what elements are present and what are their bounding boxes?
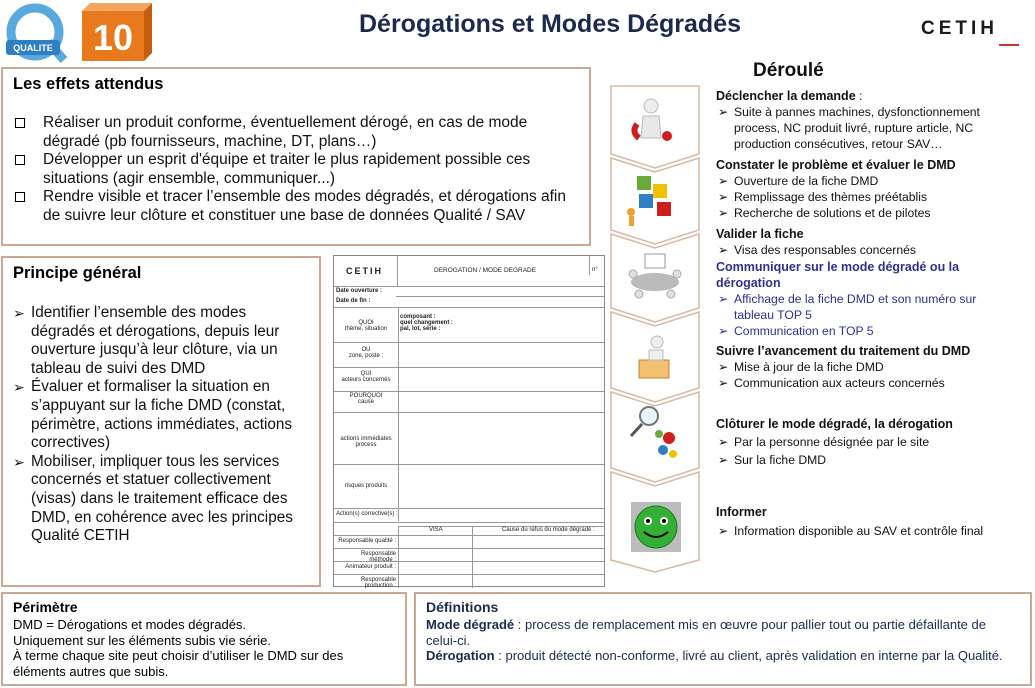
form-number: n° bbox=[589, 256, 598, 275]
list-item bbox=[13, 188, 581, 225]
arrow-bullet-icon: ➢ bbox=[718, 190, 729, 204]
definition-desc: : produit détecté non-conforme, livré au client, après validation en interne par la Qualité. bbox=[494, 648, 1003, 663]
definition-item bbox=[426, 617, 1020, 648]
logo-underline bbox=[999, 44, 1019, 46]
definition-desc: : process de remplacement mis en œuvre pour pallier tout ou partie défaillante de celui-ci. bbox=[426, 617, 986, 648]
cetih-logo-text: CETIH bbox=[921, 18, 998, 39]
arrow-bullet-icon: ➢ bbox=[718, 292, 729, 306]
principe-item: Mobiliser, impliquer tous les services concernés et statuer collectivement (visas) dans le traitement efficace des DMD, en cohérence avec les principes Qualité CETIH bbox=[31, 452, 293, 545]
form-qui: QUI acteurs concernés bbox=[341, 371, 391, 383]
arrow-bullet-icon: ➢ bbox=[718, 174, 729, 188]
effets-title: Les effets attendus bbox=[13, 75, 164, 93]
definition-term: Dérogation bbox=[426, 648, 495, 663]
list-item bbox=[13, 151, 581, 188]
step-valider bbox=[716, 226, 1016, 258]
form-refus: Cause du refus du mode dégradé : bbox=[502, 527, 595, 533]
step-title: Valider la fiche bbox=[716, 227, 804, 241]
list-item bbox=[716, 104, 1016, 152]
qualite-logo bbox=[4, 2, 68, 64]
step-title-suffix: : bbox=[855, 89, 863, 103]
deroule-title: Déroulé bbox=[753, 60, 824, 81]
step-communiquer bbox=[716, 259, 984, 339]
list-item bbox=[716, 375, 1016, 391]
perimetre-text bbox=[13, 617, 399, 679]
definitions-panel bbox=[414, 592, 1032, 686]
form-resp-production: Responsable production : bbox=[360, 577, 396, 589]
list-item bbox=[13, 304, 313, 378]
step-title: Déclencher la demande bbox=[716, 89, 856, 103]
definitions-text bbox=[426, 617, 1020, 664]
dmd-form-thumbnail bbox=[333, 255, 605, 587]
form-visa: VISA bbox=[429, 527, 443, 533]
step-item: Suite à pannes machines, dysfonctionnement process, NC produit livré, rupture article, NC production consécutives, retour SAV… bbox=[734, 105, 980, 151]
form-quoi: QUOI thème, situation bbox=[344, 320, 388, 332]
arrow-bullet-icon: ➢ bbox=[718, 453, 729, 467]
checkbox-icon bbox=[15, 192, 25, 202]
form-pourquoi: POURQUOI cause bbox=[349, 393, 383, 405]
smiley-icon bbox=[631, 502, 681, 552]
arrow-bullet-icon: ➢ bbox=[718, 376, 729, 390]
step-constater bbox=[716, 157, 1016, 221]
form-date-open: Date ouverture : bbox=[336, 288, 383, 294]
list-item bbox=[13, 114, 581, 151]
perimetre-line: Uniquement sur les éléments subis vie série. bbox=[13, 632, 271, 648]
effets-attendus-panel bbox=[1, 67, 591, 246]
arrow-bullet-icon: ➢ bbox=[13, 379, 25, 396]
arrow-bullet-icon: ➢ bbox=[13, 453, 25, 470]
list-item bbox=[716, 323, 984, 339]
step-item: Visa des responsables concernés bbox=[734, 243, 917, 257]
form-logo: CETIH bbox=[346, 266, 383, 276]
list-item bbox=[716, 291, 984, 323]
arrow-bullet-icon: ➢ bbox=[718, 324, 729, 338]
arrow-bullet-icon: ➢ bbox=[718, 435, 729, 449]
list-item bbox=[716, 523, 1016, 539]
principe-title: Principe général bbox=[13, 264, 142, 282]
effets-list bbox=[13, 114, 581, 225]
step-title: Communiquer sur le mode dégradé ou la dérogation bbox=[716, 260, 960, 290]
list-item bbox=[716, 434, 1016, 450]
form-animateur: Animateur produit : bbox=[345, 564, 396, 570]
step-item: Information disponible au SAV et contrôle final bbox=[734, 524, 984, 538]
cetih-logo bbox=[921, 14, 1029, 48]
form-logo-cell bbox=[334, 256, 398, 286]
checkbox-icon bbox=[15, 118, 25, 128]
list-item bbox=[716, 359, 1016, 375]
step-item: Ouverture de la fiche DMD bbox=[734, 174, 879, 188]
step-informer bbox=[716, 504, 1016, 539]
arrow-bullet-icon: ➢ bbox=[718, 105, 729, 119]
arrow-bullet-icon: ➢ bbox=[718, 360, 729, 374]
step-item: Communication aux acteurs concernés bbox=[734, 376, 945, 390]
chevron-step-5 bbox=[611, 392, 699, 482]
definition-term: Mode dégradé bbox=[426, 617, 515, 632]
principe-item: Identifier l’ensemble des modes dégradés et dérogations, depuis leur ouverture jusqu’à leur clôture, via un tableau de suivi des DMD bbox=[31, 304, 280, 377]
step-item: Remplissage des thèmes préétablis bbox=[734, 190, 928, 204]
step-item: Recherche de solutions et de pilotes bbox=[734, 206, 931, 220]
list-item bbox=[716, 205, 1016, 221]
list-item bbox=[716, 189, 1016, 205]
principe-list bbox=[13, 304, 313, 546]
badge-label: QUALITE bbox=[13, 43, 53, 53]
list-item bbox=[13, 378, 313, 452]
process-chevrons bbox=[609, 84, 701, 574]
step-item: Communication en TOP 5 bbox=[734, 324, 874, 338]
section-number-badge bbox=[76, 3, 152, 61]
form-quoi-detail: composant : quel changement : pal, lot, série : bbox=[400, 314, 454, 332]
arrow-bullet-icon: ➢ bbox=[718, 206, 729, 220]
list-item bbox=[716, 242, 1016, 258]
perimetre-panel bbox=[1, 592, 407, 686]
step-item: Par la personne désignée par le site bbox=[734, 435, 930, 449]
step-item: Affichage de la fiche DMD et son numéro sur tableau TOP 5 bbox=[734, 292, 977, 322]
step-title: Suivre l’avancement du traitement du DMD bbox=[716, 344, 971, 358]
step-cloturer bbox=[716, 416, 1016, 468]
form-risques: risques produits bbox=[344, 483, 388, 489]
step-declencher bbox=[716, 88, 1016, 152]
definitions-title: Définitions bbox=[426, 599, 499, 615]
principe-general-panel bbox=[1, 256, 321, 587]
step-suivre bbox=[716, 343, 1016, 391]
page-title: Dérogations et Modes Dégradés bbox=[358, 10, 742, 38]
arrow-bullet-icon: ➢ bbox=[718, 524, 729, 538]
checkbox-icon bbox=[15, 155, 25, 165]
chevron-step-2 bbox=[611, 158, 699, 244]
form-date-end: Date de fin : bbox=[336, 298, 371, 304]
form-actions: actions immédiates process bbox=[340, 436, 392, 448]
step-item: Sur la fiche DMD bbox=[734, 453, 827, 467]
step-title: Constater le problème et évaluer le DMD bbox=[716, 158, 956, 172]
step-title: Clôturer le mode dégradé, la dérogation bbox=[716, 417, 953, 431]
perimetre-line: À terme chaque site peut choisir d’utiliser le DMD sur des éléments autres que subis. bbox=[13, 648, 344, 679]
form-resp-qualite: Responsable qualité : bbox=[338, 538, 396, 544]
step-item: Mise à jour de la fiche DMD bbox=[734, 360, 884, 374]
effets-item: Développer un esprit d'équipe et traiter le plus rapidement possible ces situations (agir ensemble, communiquer...) bbox=[43, 151, 531, 187]
step-title: Informer bbox=[716, 505, 767, 519]
perimetre-line: DMD = Dérogations et modes dégradés. bbox=[13, 617, 247, 632]
definition-item bbox=[426, 648, 1020, 664]
badge-number: 10 bbox=[92, 17, 134, 58]
list-item bbox=[13, 453, 313, 546]
principe-item: Évaluer et formaliser la situation en s’appuyant sur la fiche DMD (constat, périmètre, actions immédiates, actions correctives) bbox=[31, 378, 293, 452]
form-resp-methode: Responsable méthode : bbox=[360, 551, 396, 563]
form-corrective: Action(s) corrective(s) : bbox=[336, 511, 398, 517]
arrow-bullet-icon: ➢ bbox=[13, 305, 25, 321]
list-item bbox=[716, 452, 1016, 468]
perimetre-title: Périmètre bbox=[13, 599, 78, 615]
arrow-bullet-icon: ➢ bbox=[718, 243, 729, 257]
form-ou: OU zone, poste : bbox=[348, 347, 384, 359]
effets-item: Réaliser un produit conforme, éventuellement dérogé, en cas de mode dégradé (pb fournisseurs, machine, DT, plans…) bbox=[43, 114, 528, 150]
list-item bbox=[716, 173, 1016, 189]
form-title: DEROGATION / MODE DEGRADE bbox=[434, 267, 537, 274]
effets-item: Rendre visible et tracer l’ensemble des modes dégradés, et dérogations afin de suivre leur clôture et constituer une base de données Qualité / SAV bbox=[43, 188, 566, 224]
